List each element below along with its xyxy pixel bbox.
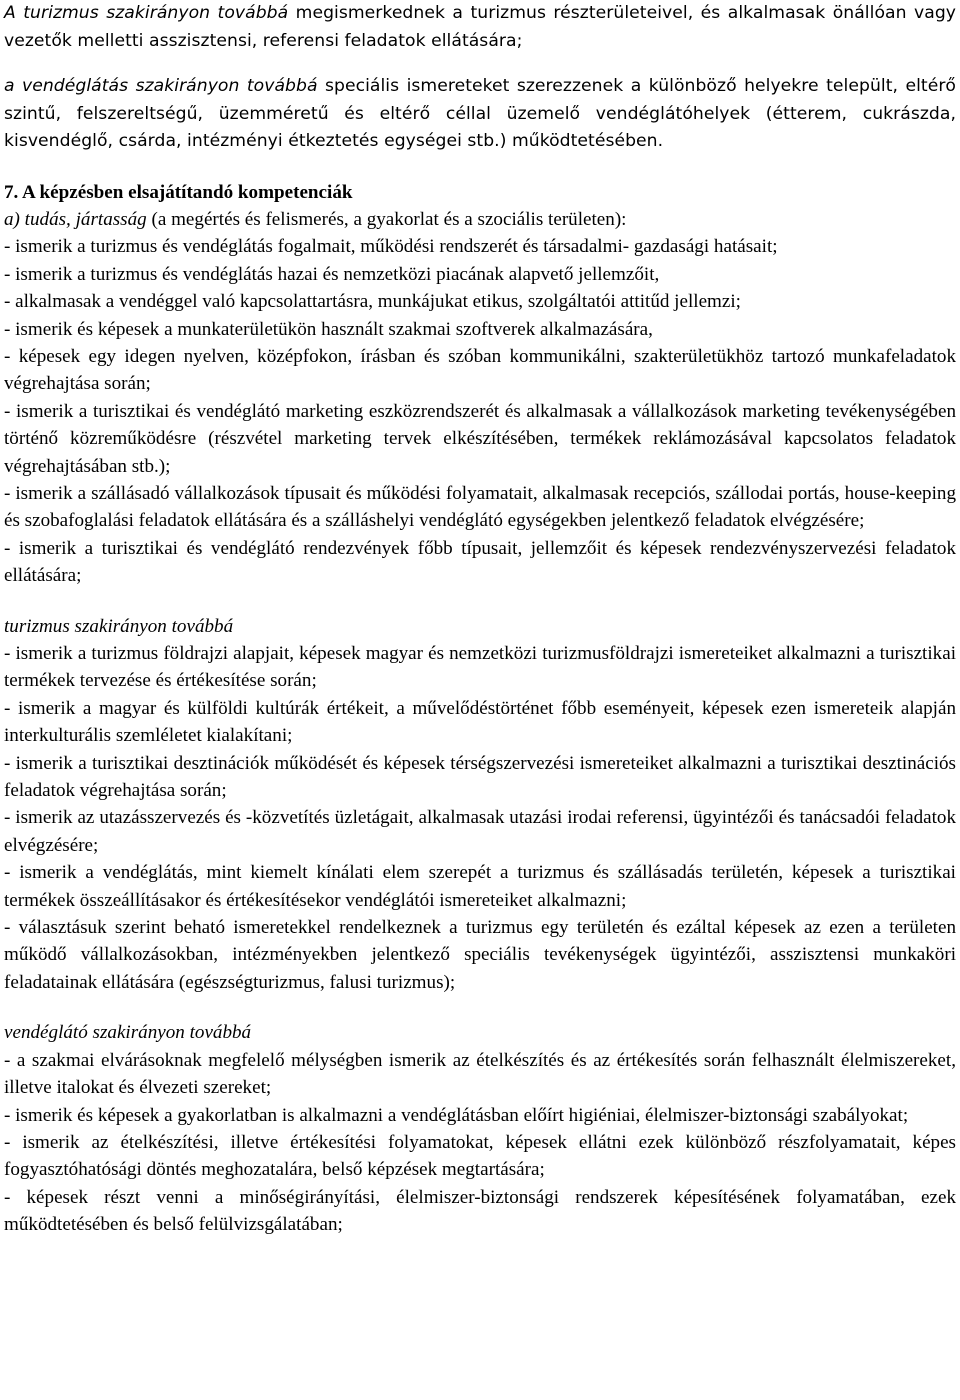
list-item: - alkalmasak a vendéggel való kapcsolattartásra, munkájukat etikus, szolgáltatói attitűd jellemzi; — [4, 291, 741, 313]
list-item: - ismerik a turizmus és vendéglátás hazai és nemzetközi piacának alapvető jellemzőit, — [4, 263, 660, 285]
subheading-emphasis: a) tudás, jártasság — [4, 208, 147, 230]
list-item: - ismerik a vendéglátás, mint kiemelt kínálati elem szerepét a turizmus és szállásadás területén, képesek a turisztikai termékek összeállításakor és értékesítésekor vendéglátói ismereteiket alkalmazni; — [4, 862, 956, 911]
list-item: - ismerik az utazásszervezés és -közvetítés üzletágait, alkalmasak utazási irodai referensi, ügyintézői és tanácsadói feladatok elvégzésére; — [4, 807, 956, 856]
tourism-heading-text: turizmus szakirányon továbbá — [4, 615, 234, 637]
list-item: - ismerik a turisztikai desztinációk működését és képesek térségszervezési ismereteiket alkalmazni a turisztikai desztinációs feladatok végrehajtása során; — [4, 752, 956, 802]
section-subheading — [4, 206, 956, 233]
list-item: - ismerik a turizmus és vendéglátás fogalmait, működési rendszerét és társadalmi- gazdasági hatásait; — [4, 236, 778, 258]
list-item: - a szakmai elvárásoknak megfelelő mélységben ismerik az ételkészítés és az értékesítés során felhasznált élelmiszereket, illetve italokat és élvezeti szereket; — [4, 1049, 956, 1099]
section-heading: 7. A képzésben elsajátítandó kompetenciák — [4, 181, 353, 203]
list-item: - választásuk szerint beható ismeretekkel rendelkeznek a turizmus egy területén és ezáltal képesek az ezen a területen működő vállalkozásokban, intézményekben jelentkező speciális tevékenységek ügyintézői, asszisztensi munkaköri feladatainak ellátására (egészségturizmus, falusi turizmus); — [4, 917, 956, 993]
intro-tourism-emphasis: A turizmus szakirányon továbbá — [4, 3, 289, 23]
list-item: - ismerik a turizmus földrajzi alapjait, képesek magyar és nemzetközi turizmusföldrajzi ismereteiket alkalmazni a turisztikai termékek tervezése és értékesítése során; — [4, 643, 956, 692]
catering-subsection-heading — [4, 1019, 956, 1046]
list-item: - ismerik a szállásadó vállalkozások típusait és működési folyamatait, alkalmasak recepciós, szállodai portás, house-keeping és szobafoglalási feladatok ellátására és a szálláshelyi vendéglátó egységekben jelentkező feladatok elvégzésére; — [4, 482, 956, 532]
intro-tourism-text: megismerkednek a turizmus részterületeivel, és alkalmasak önállóan vagy vezetők melletti asszisztensi, referensi feladatok ellátására; — [4, 3, 956, 51]
list-item: - ismerik és képesek a gyakorlatban is alkalmazni a vendéglátásban előírt higiéniai, élelmiszer-biztonsági szabályokat; — [4, 1104, 909, 1126]
intro-catering-paragraph — [4, 73, 956, 156]
catering-heading-text: vendéglátó szakirányon továbbá — [4, 1022, 252, 1044]
intro-tourism-paragraph — [4, 0, 956, 55]
list-item: - ismerik és képesek a munkaterületükön használt szakmai szoftverek alkalmazására, — [4, 318, 653, 340]
list-item: - ismerik az ételkészítési, illetve értékesítési folyamatokat, képesek ellátni ezek különböző részfolyamatait, képes fogyasztóhatósági döntés meghozatalára, belső képzések megtartására; — [4, 1131, 956, 1181]
tourism-subsection-heading — [4, 613, 956, 640]
list-item: - ismerik a magyar és külföldi kultúrák értékeit, a művelődéstörténet főbb eseményeit, képesek ezen ismereteik alapján interkulturális szemléletet kialakítani; — [4, 697, 956, 747]
intro-catering-emphasis: a vendéglátás szakirányon továbbá — [4, 76, 318, 96]
list-item: - ismerik a turisztikai és vendéglátó rendezvények főbb típusait, jellemzőit és képesek rendezvényszervezési feladatok ellátására; — [4, 537, 956, 587]
list-item: - képesek részt venni a minőségirányítási, élelmiszer-biztonsági rendszerek képesítésének folyamatában, ezek működtetésében és belső felülvizsgálatában; — [4, 1186, 956, 1236]
list-item: - képesek egy idegen nyelven, középfokon, írásban és szóban kommunikálni, szakterületükhöz tartozó munkafeladatok végrehajtása során; — [4, 345, 956, 395]
subheading-text: (a megértés és felismerés, a gyakorlat és a szociális területen): — [146, 208, 627, 230]
intro-catering-text: speciális ismereteket szerezzenek a különböző helyekre települt, eltérő szintű, felszereltségű, üzemméretű és eltérő céllal üzemelő vendéglátóhelyek (étterem, cukrászda, kisvendéglő, csárda, intézményi étkeztetés egységei stb.) működtetésében. — [4, 76, 956, 151]
list-item: - ismerik a turisztikai és vendéglátó marketing eszközrendszerét és alkalmasak a vállalkozások marketing tevékenységében történő közreműködésre (részvétel marketing tervek elkészítésében, termékek reklámozásával kapcsolatos feladatok végrehajtásában stb.); — [4, 400, 956, 477]
